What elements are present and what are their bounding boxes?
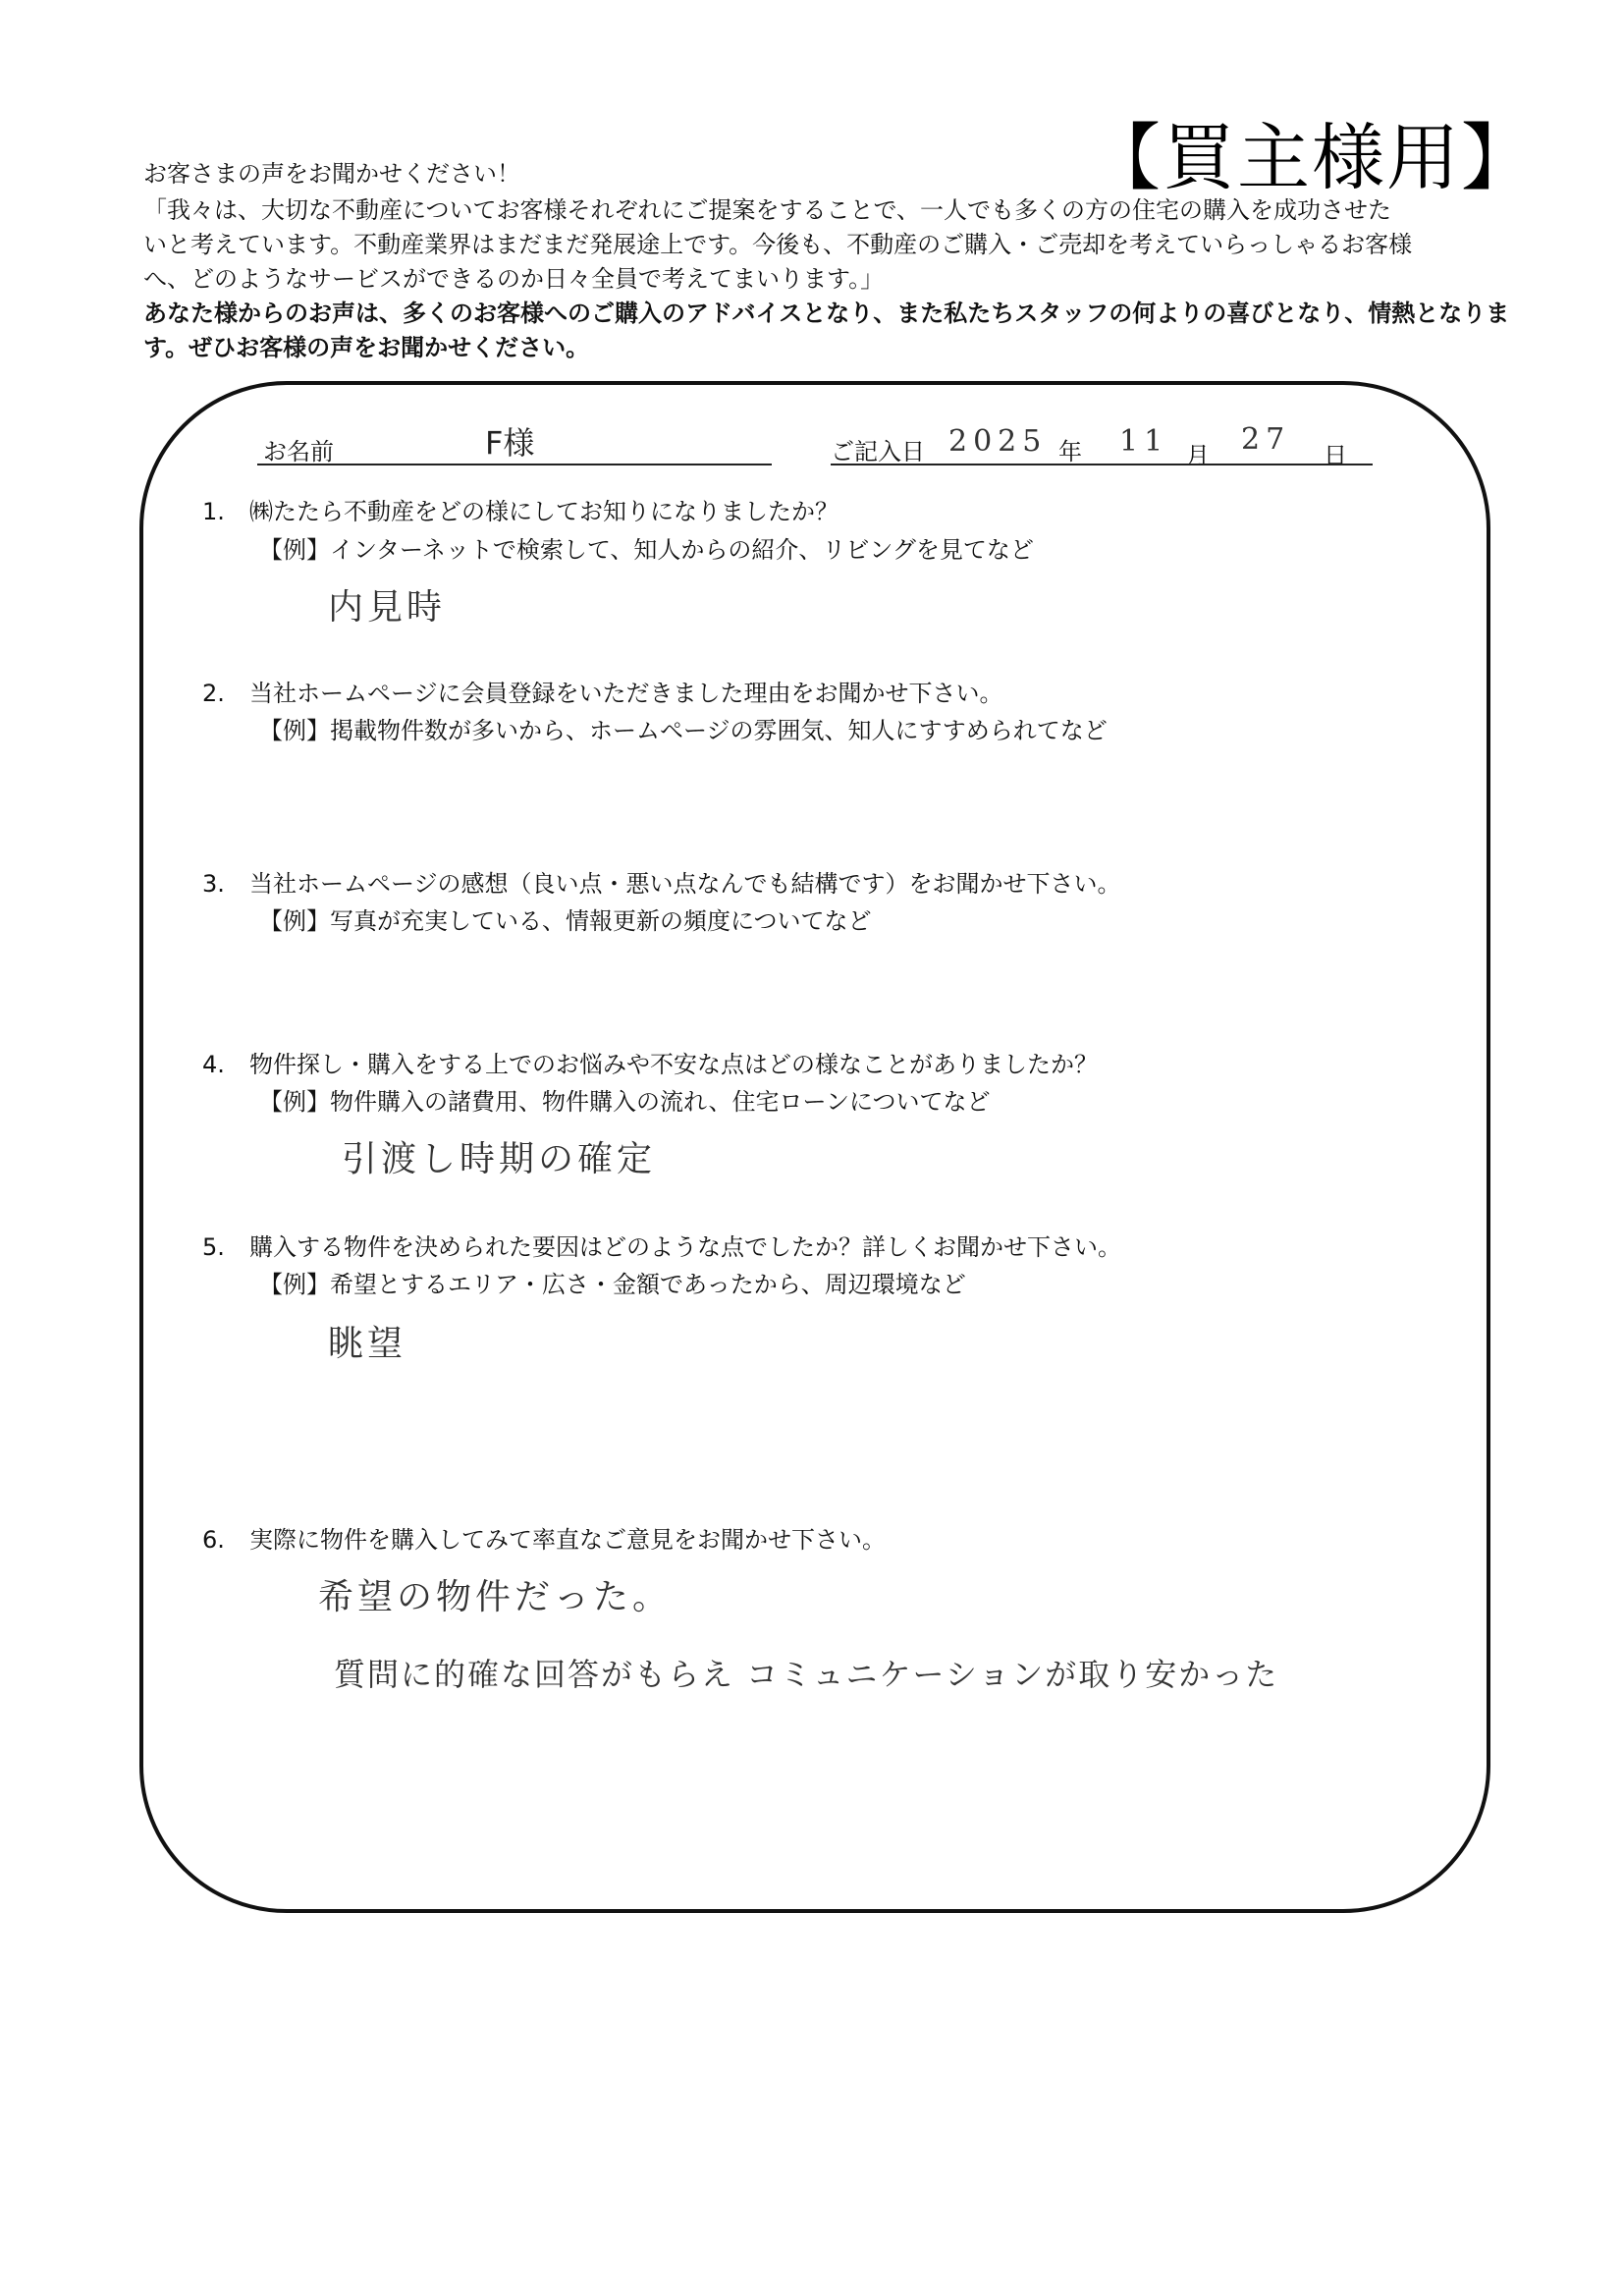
name-value: F様 [485, 424, 535, 462]
question-3-example: 【例】写真が充実している、情報更新の頻度についてなど [259, 907, 872, 935]
date-day-value: 27 [1241, 422, 1291, 457]
question-6-answer-line-2: 質問に的確な回答がもらえ コミュニケーションが取り安かった [334, 1656, 1279, 1693]
question-1-text: ㈱たたら不動産をどの様にしてお知りになりましたか？ [249, 498, 839, 525]
question-6-text: 実際に物件を購入してみて率直なご意見をお聞かせ下さい。 [249, 1526, 886, 1554]
question-3 [202, 868, 1121, 900]
month-unit: 月 [1186, 442, 1210, 469]
day-unit: 日 [1324, 442, 1347, 469]
question-5-answer: 眺望 [328, 1324, 407, 1364]
question-3-text: 当社ホームページの感想（良い点・悪い点なんでも結構です）をお聞かせ下さい。 [249, 870, 1121, 898]
date-underline [831, 464, 1373, 465]
question-4 [202, 1049, 1098, 1080]
intro-line-3: へ、どのようなサービスができるのか日々全員で考えてまいります。」 [143, 265, 885, 293]
intro-line-2: いと考えています。不動産業界はまだまだ発展途上です。今後も、不動産のご購入・ご売却を考えていらっしゃるお客様 [143, 231, 1413, 258]
intro-text [143, 157, 1518, 365]
question-5-number: 5. [202, 1233, 225, 1261]
question-1-example: 【例】インターネットで検索して、知人からの紹介、リビングを見てなど [259, 536, 1034, 564]
question-6-answer-line-1: 希望の物件だった。 [318, 1577, 673, 1617]
question-1-number: 1. [202, 498, 225, 525]
date-label: ご記入日 [831, 438, 925, 465]
question-5-text: 購入する物件を決められた要因はどのような点でしたか？詳しくお聞かせ下さい。 [249, 1233, 1121, 1261]
name-label: お名前 [263, 438, 334, 465]
intro-bold-line-1: あなた様からのお声は、多くのお客様へのご購入のアドバイスとなり、また私たちスタッフの何よりの喜びとなり、情熱となりま [143, 300, 1510, 327]
name-underline [257, 464, 772, 465]
year-unit: 年 [1058, 438, 1082, 465]
intro-line-1: 「我々は、大切な不動産についてお客様それぞれにご提案をすることで、一人でも多くの方の住宅の購入を成功させた [143, 196, 1392, 224]
question-1-answer: 内見時 [328, 587, 447, 628]
question-2-number: 2. [202, 680, 225, 707]
question-4-example: 【例】物件購入の諸費用、物件購入の流れ、住宅ローンについてなど [259, 1088, 991, 1116]
question-5-example: 【例】希望とするエリア・広さ・金額であったから、周辺環境など [259, 1271, 966, 1298]
question-5 [202, 1231, 1121, 1263]
question-2-example: 【例】掲載物件数が多いから、ホームページの雰囲気、知人にすすめられてなど [259, 717, 1108, 744]
question-6 [202, 1524, 886, 1556]
question-6-number: 6. [202, 1526, 225, 1554]
date-month-value: 11 [1119, 424, 1169, 459]
question-2-text: 当社ホームページに会員登録をいただきました理由をお聞かせ下さい。 [249, 680, 1003, 707]
date-year-value: 2025 [948, 424, 1048, 459]
question-2 [202, 678, 1003, 709]
intro-bold-line-2: す。ぜひお客様の声をお聞かせください。 [143, 334, 590, 361]
question-4-text: 物件探し・購入をする上でのお悩みや不安な点はどの様なことがありましたか？ [249, 1051, 1098, 1078]
question-1 [202, 496, 839, 527]
page-title: 【買主様用】 [1088, 116, 1536, 200]
question-4-number: 4. [202, 1051, 225, 1078]
question-4-answer: 引渡し時期の確定 [342, 1139, 657, 1179]
question-3-number: 3. [202, 870, 225, 898]
intro-greeting: お客さまの声をお聞かせください！ [143, 160, 520, 188]
